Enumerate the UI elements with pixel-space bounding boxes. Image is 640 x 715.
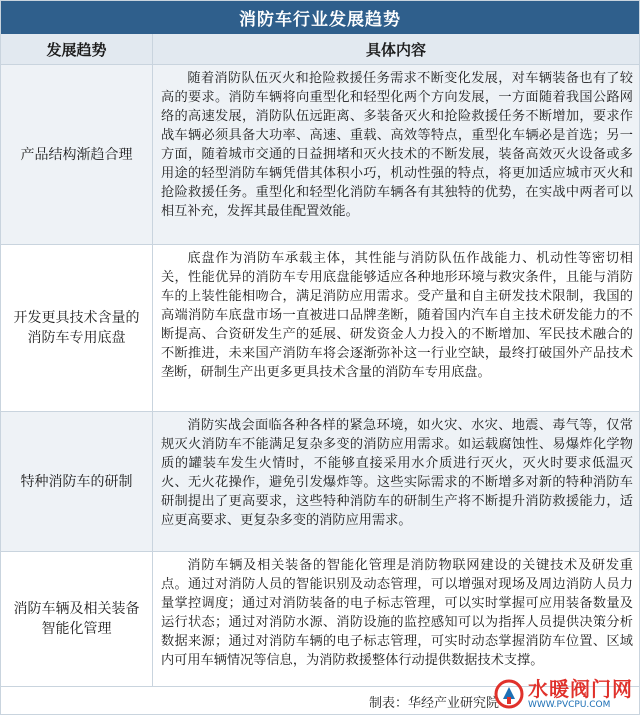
header-trend: 发展趋势 — [1, 34, 153, 64]
table-header — [1, 34, 639, 65]
table-row — [1, 65, 639, 245]
content-cell: 底盘作为消防车承载主体，其性能与消防队伍作战能力、机动性等密切相关，性能优异的消防车专用底盘能够适应各种地形环境与救灾条件，且能与消防车的上装性能相吻合，满足消防应用需求。受产量和自主研发技术限制，我国的高端消防车底盘市场一直被进口品牌垄断，随着国内汽车自主技术研发能力的不断提高、合资研发生产的延展、研发资金人力投入的不断增加、军民技术融合的不断推进，未来国产消防车将会逐渐弥补这一行业空缺，最终打破国外产品技术垄断，研制生产出更多更具技术含量的消防车专用底盘。 — [161, 251, 633, 380]
content-cell: 消防车辆及相关装备的智能化管理是消防物联网建设的关键技术及研发重点。通过对消防人员的智能识别及动态管理，可以增强对现场及周边消防人员力量掌控调度；通过对消防装备的电子标志管理，可以实时掌握可应用装备数量及运行状态；通过对消防水源、消防设施的监控感知可以为指挥人员提供决策分析数据来源；通过对消防车辆的电子标志管理，可实时动态掌握消防车位置、区域内可用车辆情况等信息，为消防救援整体行动提供数据技术支撑。 — [161, 558, 633, 668]
table-title: 消防车行业发展趋势 — [1, 1, 639, 34]
header-content: 具体内容 — [365, 40, 426, 59]
watermark-url: WWW.PVCPU.COM — [528, 700, 611, 710]
content-cell: 随着消防队伍灭火和抢险救援任务需求不断变化发展，对车辆装备也有了较高的要求。消防车辆将向重型化和轻型化两个方向发展，一方面随着我国公路网络的高速发展，消防队伍远距离、多装备灭火和抢险救援任务不断增加，要求作战车辆必须具备大功率、高速、重载、高效等特点，重型化车辆必是首选；另一方面，随着城市交通的日益拥堵和灭火技术的不断发展，装备高效灭火设备或多用途的轻型消防车辆凭借其体积小巧，机动性强的特点，将更加适应城市灭火和抢险救援任务。重型化和轻型化消防车辆各有其独特的优势，在实战中两者可以相互补充，发挥其最佳配置效能。 — [161, 71, 633, 219]
valve-logo-icon — [494, 679, 524, 709]
table-row — [1, 245, 639, 412]
table-row — [1, 552, 639, 687]
trend-cell: 产品结构渐趋合理 — [1, 65, 153, 244]
site-watermark — [494, 678, 633, 710]
trend-cell: 特种消防车的研制 — [1, 412, 153, 551]
trend-cell: 开发更具技术含量的消防车专用底盘 — [1, 245, 153, 411]
content-cell: 消防实战会面临各种各样的紧急环境，如火灾、水灾、地震、毒气等，仅常规灭火消防车不能满足复杂多变的消防应用需求。如运载腐蚀性、易爆炸化学物质的罐装车发生火情时，不能够直接采用水介质进行灭火，灭火时要求低温灭火、无火花操作，避免引发爆炸等。这些实际需求的不断增多对新的特种消防车研制提出了更高要求，这些特种消防车的研制生产将不断提升消防救援能力，适应更高要求、更复杂多变的消防应用需求。 — [161, 418, 633, 528]
table-row — [1, 412, 639, 552]
watermark-name: 水暖阀门网 — [528, 677, 633, 701]
trend-cell: 消防车辆及相关装备智能化管理 — [1, 552, 153, 686]
source-note: 制表：华经产业研究院 — [368, 695, 499, 711]
